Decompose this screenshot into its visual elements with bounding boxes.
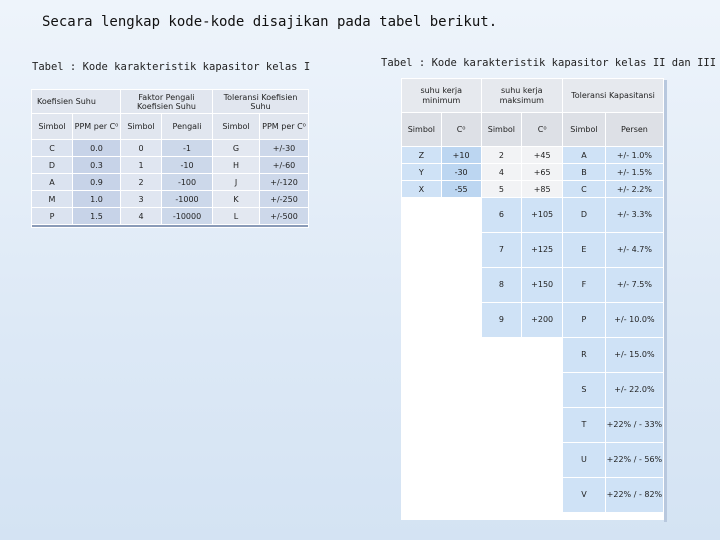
table-cell: K [213, 191, 259, 207]
table-cell: 2 [482, 147, 522, 163]
header-koefisien-suhu: Koefisien Suhu [32, 90, 120, 113]
table-row [32, 140, 308, 156]
table-row [32, 208, 308, 224]
table-cell: +/- 15.0% [606, 338, 663, 372]
table-cell: -1000 [162, 191, 212, 207]
table-cell: +/-500 [260, 208, 308, 224]
class1-code-table [31, 89, 309, 228]
table-cell: +22% / - 56% [606, 443, 663, 477]
table-cell: +200 [522, 303, 562, 337]
table-cell: 2 [121, 174, 161, 190]
table-cell: -30 [442, 164, 481, 180]
table-cell: V [563, 478, 605, 512]
header-toleransi-koefisien: Toleransi Koefisien Suhu [213, 90, 308, 113]
table-row [402, 268, 663, 302]
table-cell: +/-120 [260, 174, 308, 190]
table-row [402, 147, 663, 163]
table-row [402, 408, 663, 442]
table-cell: L [213, 208, 259, 224]
table-cell: A [563, 147, 605, 163]
table-cell: +125 [522, 233, 562, 267]
table-row [402, 303, 663, 337]
table-cell: +/- 1.0% [606, 147, 663, 163]
table-cell: +105 [522, 198, 562, 232]
table-cell: C [563, 181, 605, 197]
table-cell: -10 [162, 157, 212, 173]
table-cell: Z [402, 147, 441, 163]
table-cell: 3 [121, 191, 161, 207]
table-cell: E [563, 233, 605, 267]
table-cell: +10 [442, 147, 481, 163]
table-cell: P [563, 303, 605, 337]
table-cell: G [213, 140, 259, 156]
table-cell: 6 [482, 198, 522, 232]
table-cell: -1 [162, 140, 212, 156]
table-cell: D [563, 198, 605, 232]
col-header: PPM per C⁰ [260, 114, 308, 139]
table-cell: T [563, 408, 605, 442]
table-cell: +22% / - 33% [606, 408, 663, 442]
table-cell: 8 [482, 268, 522, 302]
table1-caption: Tabel : Kode karakteristik kapasitor kelas I [32, 61, 311, 73]
col-header: Simbol [402, 113, 441, 146]
table-cell: M [32, 191, 72, 207]
table2-shadow [664, 80, 667, 522]
col-header: C⁰ [442, 113, 481, 146]
table-cell: Y [402, 164, 441, 180]
table-cell: A [32, 174, 72, 190]
col-header: Persen [606, 113, 663, 146]
table-cell: -55 [442, 181, 481, 197]
header-suhu-minimum: suhu kerja minimum [402, 79, 481, 112]
table-row [402, 233, 663, 267]
table-cell: 9 [482, 303, 522, 337]
table-cell: +/- 4.7% [606, 233, 663, 267]
table-cell: +/- 3.3% [606, 198, 663, 232]
table-cell: 5 [482, 181, 522, 197]
table-cell: X [402, 181, 441, 197]
table-cell: +65 [522, 164, 562, 180]
table-row [402, 443, 663, 477]
col-header: Simbol [482, 113, 522, 146]
table-cell: 1.0 [73, 191, 120, 207]
table-cell: 4 [482, 164, 522, 180]
header-faktor-pengali: Faktor Pengali Koefisien Suhu [121, 90, 212, 113]
table-cell: +/-60 [260, 157, 308, 173]
table-cell: J [213, 174, 259, 190]
table-row [402, 164, 663, 180]
table-cell: 0.0 [73, 140, 120, 156]
table-cell: +/- 2.2% [606, 181, 663, 197]
table-cell: 1.5 [73, 208, 120, 224]
col-header: PPM per C⁰ [73, 114, 120, 139]
table-cell: +/- 10.0% [606, 303, 663, 337]
header-toleransi-kapasitansi: Toleransi Kapasitansi [563, 79, 663, 112]
table-cell: +/-30 [260, 140, 308, 156]
col-header: Pengali [162, 114, 212, 139]
table-cell: P [32, 208, 72, 224]
header-suhu-maksimum: suhu kerja maksimum [482, 79, 563, 112]
table-row [32, 174, 308, 190]
table-cell: +150 [522, 268, 562, 302]
table-cell: +/-250 [260, 191, 308, 207]
table-row [32, 157, 308, 173]
table-cell: 1 [121, 157, 161, 173]
table-row [402, 181, 663, 197]
table2-caption: Tabel : Kode karakteristik kapasitor kelas II dan III [381, 57, 717, 69]
table-bottom-rule [32, 225, 308, 227]
table-row [402, 198, 663, 232]
table-cell: 0 [121, 140, 161, 156]
table-cell: 0.9 [73, 174, 120, 190]
table-row [32, 191, 308, 207]
col-header: Simbol [563, 113, 605, 146]
table-cell: 4 [121, 208, 161, 224]
table-cell: +45 [522, 147, 562, 163]
table-cell: R [563, 338, 605, 372]
slide-heading: Secara lengkap kode-kode disajikan pada tabel berikut. [42, 14, 498, 30]
table-row [402, 338, 663, 372]
table-cell: -10000 [162, 208, 212, 224]
col-header: C⁰ [522, 113, 562, 146]
table-cell: +/- 22.0% [606, 373, 663, 407]
table-cell: +/- 1.5% [606, 164, 663, 180]
table-cell: S [563, 373, 605, 407]
table-cell: B [563, 164, 605, 180]
table-cell: -100 [162, 174, 212, 190]
col-header: Simbol [32, 114, 72, 139]
col-header: Simbol [121, 114, 161, 139]
col-header: Simbol [213, 114, 259, 139]
table-cell: F [563, 268, 605, 302]
table-cell: U [563, 443, 605, 477]
table-cell: +22% / - 82% [606, 478, 663, 512]
table-row [402, 373, 663, 407]
table-cell: +/- 7.5% [606, 268, 663, 302]
table-row [402, 478, 663, 512]
table-cell: +85 [522, 181, 562, 197]
table-cell: 7 [482, 233, 522, 267]
table-cell: C [32, 140, 72, 156]
table-cell: H [213, 157, 259, 173]
table-cell: 0.3 [73, 157, 120, 173]
class2-3-code-table [401, 78, 664, 513]
table-cell: D [32, 157, 72, 173]
